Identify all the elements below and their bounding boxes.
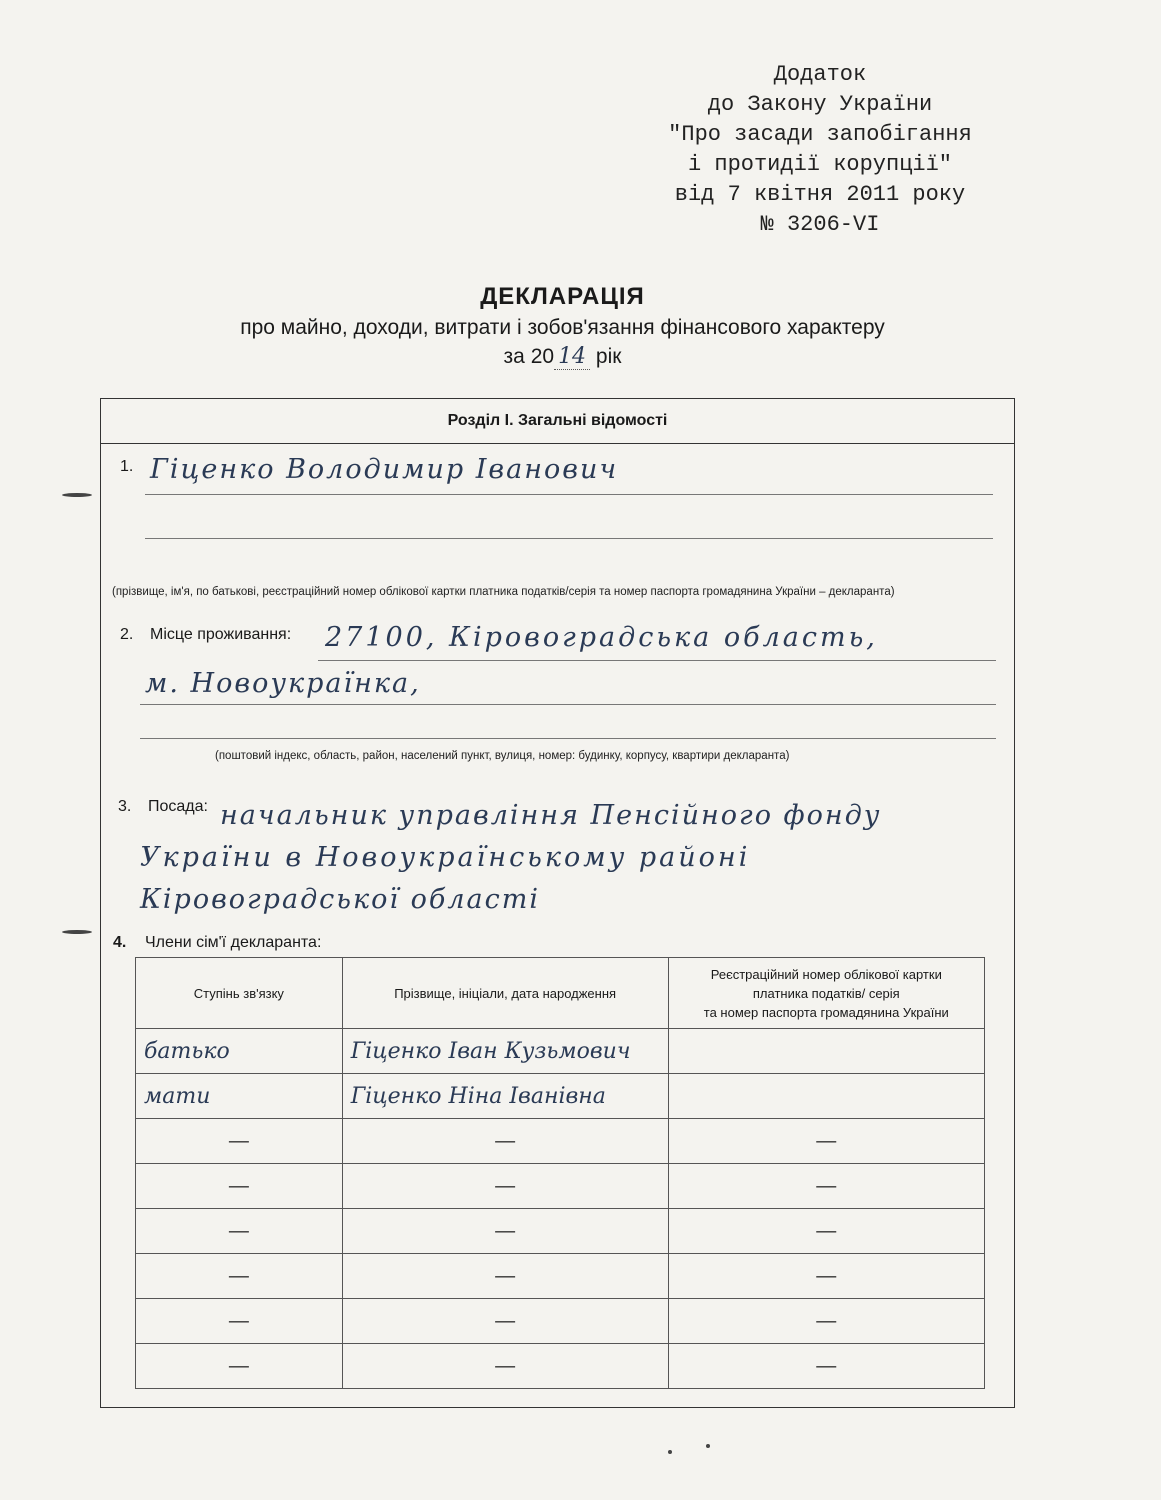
table-row	[136, 1074, 985, 1119]
member-id	[668, 1029, 984, 1074]
position-line-3: Кіровоградської області	[140, 884, 540, 915]
fill-line	[318, 660, 996, 661]
empty-mark: —	[136, 1344, 343, 1389]
residence-line-1: 27100, Кіровоградська область,	[325, 622, 878, 653]
header-name: Прізвище, ініціали, дата народження	[342, 958, 668, 1029]
member-relation: батько	[136, 1029, 343, 1074]
table-row	[136, 1119, 985, 1164]
residence-label: Місце проживання:	[150, 626, 292, 643]
member-id	[668, 1074, 984, 1119]
empty-mark: —	[136, 1209, 343, 1254]
scan-speck	[668, 1450, 672, 1454]
empty-mark: —	[136, 1254, 343, 1299]
item-number: 3.	[118, 798, 132, 815]
empty-mark: —	[668, 1254, 984, 1299]
family-label: Члени сім'ї декларанта:	[145, 934, 322, 951]
member-name: Гіценко Ніна Іванівна	[342, 1074, 668, 1119]
empty-mark: —	[668, 1209, 984, 1254]
appendix-line: до Закону України	[707, 92, 933, 117]
field-caption: (поштовий індекс, область, район, населений пункт, вулиця, номер: будинку, корпусу, квартири декларанта)	[215, 750, 790, 762]
position-line-2: України в Новоукраїнському районі	[140, 842, 751, 873]
fill-line	[145, 538, 993, 539]
empty-mark: —	[136, 1299, 343, 1344]
table-row	[136, 1344, 985, 1389]
table-row	[136, 1254, 985, 1299]
empty-mark: —	[342, 1254, 668, 1299]
appendix-line: від 7 квітня 2011 року	[674, 182, 966, 207]
header-id	[668, 958, 984, 1029]
empty-mark: —	[668, 1119, 984, 1164]
member-name: Гіценко Іван Кузьмович	[342, 1029, 668, 1074]
document-subtitle: про майно, доходи, витрати і зобов'язання фінансового характеру	[240, 316, 885, 339]
header-id-line: Реєстраційний номер облікової картки	[710, 966, 942, 982]
item-number: 2.	[120, 626, 134, 643]
scan-speck	[62, 930, 92, 934]
empty-mark: —	[342, 1119, 668, 1164]
section-title: Розділ I. Загальні відомості	[100, 398, 1015, 444]
family-members-table	[135, 957, 985, 1389]
document-title: ДЕКЛАРАЦІЯ	[480, 283, 645, 310]
scan-speck	[706, 1444, 710, 1448]
field-caption: (прізвище, ім'я, по батькові, реєстраційний номер облікової картки платника податків/серія та номер паспорта громадянина України – декларанта)	[112, 586, 895, 598]
empty-mark: —	[668, 1344, 984, 1389]
table-header-row	[136, 958, 985, 1029]
empty-mark: —	[668, 1164, 984, 1209]
year-value: 14	[554, 344, 590, 370]
empty-mark: —	[342, 1209, 668, 1254]
empty-mark: —	[668, 1299, 984, 1344]
table-row	[136, 1164, 985, 1209]
residence-line-2: м. Новоукраїнка,	[145, 668, 421, 699]
position-label: Посада:	[148, 798, 208, 815]
declarant-name: Гіценко Володимир Іванович	[150, 454, 619, 485]
table-row	[136, 1029, 985, 1074]
item-number: 1.	[120, 458, 134, 475]
appendix-line: і протидії корупції"	[687, 152, 953, 177]
scan-speck	[62, 493, 92, 497]
fill-line	[145, 494, 993, 495]
empty-mark: —	[342, 1164, 668, 1209]
header-relation: Ступінь зв'язку	[136, 958, 343, 1029]
fill-line	[140, 738, 996, 739]
year-suffix: рік	[595, 345, 622, 368]
appendix-line: "Про засади запобігання	[668, 122, 972, 147]
declaration-year	[0, 344, 1125, 369]
empty-mark: —	[136, 1164, 343, 1209]
position-line-1: начальник управління Пенсійного фонду	[220, 800, 882, 831]
header-id-line: та номер паспорта громадянина України	[703, 1004, 949, 1020]
year-prefix: за 20	[503, 345, 555, 368]
member-relation: мати	[136, 1074, 343, 1119]
header-id-line: платника податків/ серія	[752, 985, 900, 1001]
appendix-note	[620, 60, 1020, 240]
table-row	[136, 1299, 985, 1344]
empty-mark: —	[342, 1299, 668, 1344]
empty-mark: —	[342, 1344, 668, 1389]
item-number: 4.	[113, 934, 127, 951]
appendix-line: № 3206-VI	[760, 212, 880, 237]
empty-mark: —	[136, 1119, 343, 1164]
fill-line	[140, 704, 996, 705]
table-row	[136, 1209, 985, 1254]
appendix-line: Додаток	[773, 62, 867, 87]
